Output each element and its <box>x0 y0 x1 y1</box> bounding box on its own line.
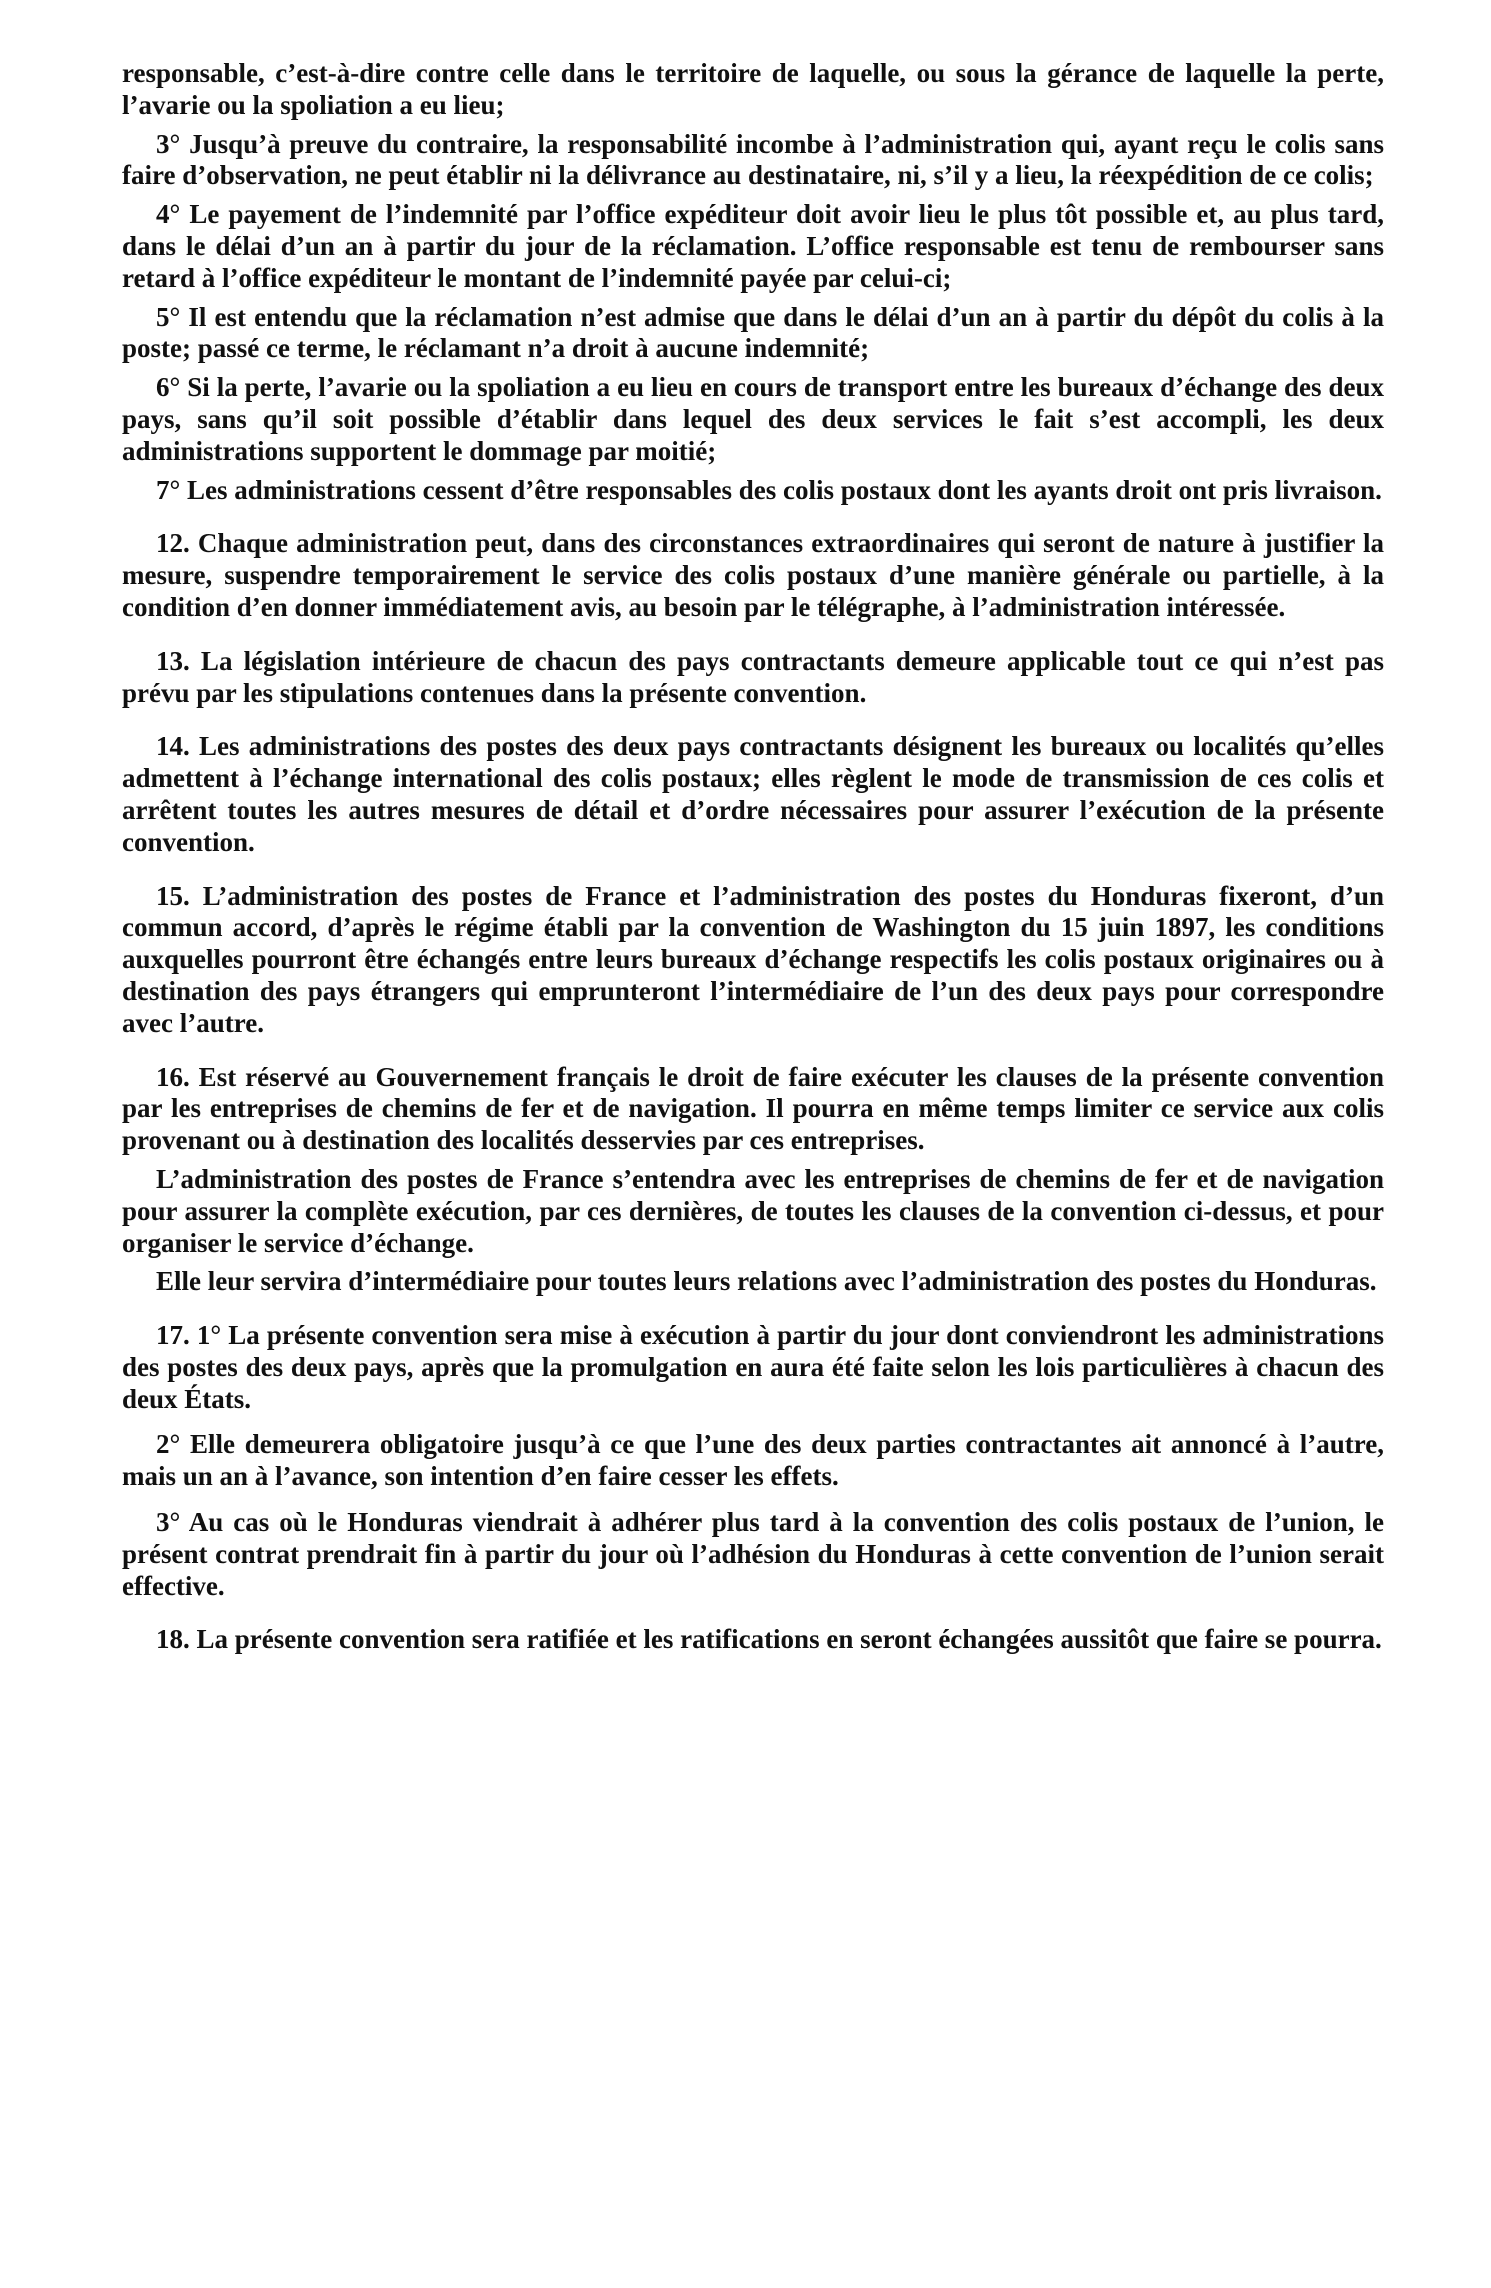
article-15: 15. L’administration des postes de France et l’administration des postes du Honduras fixeront, d’un commun accord, d’après le régime établi par la convention de Washington du 15 juin 1897, les conditions auxquelles pourront être échangés entre leurs bureaux d’échange respectifs les colis postaux originaires ou à destination des pays étrangers qui emprunteront l’intermédiaire de l’un des deux pays pour correspondre avec l’autre. <box>122 880 1384 1038</box>
article-17-item-3: 3° Au cas où le Honduras viendrait à adhérer plus tard à la convention des colis postaux de l’union, le présent contrat prendrait fin à partir du jour où l’adhésion du Honduras à cette convention de l’union serait effective. <box>122 1507 1384 1601</box>
article-18: 18. La présente convention sera ratifiée et les ratifications en seront échangées aussitôt que faire se pourra. <box>156 1624 1382 1655</box>
paragraph-item-6: 6° Si la perte, l’avarie ou la spoliation a eu lieu en cours de transport entre les bureaux d’échange des deux pays, sans qu’il soit possible d’établir dans lequel des deux services le fait s’est accompli, les deux administrations supportent le dommage par moitié; <box>122 372 1384 466</box>
article-12: 12. Chaque administration peut, dans des circonstances extraordinaires qui seront de nature à justifier la mesure, suspendre temporairement le service des colis postaux d’une manière générale ou partielle, à la condition d’en donner immédiatement avis, au besoin par le télégraphe, à l’administration intéressée. <box>122 528 1384 622</box>
article-14: 14. Les administrations des postes des deux pays contractants désignent les bureaux ou localités qu’elles admettent à l’échange international des colis postaux; elles règlent le mode de transmission de ces colis et arrêtent toutes les autres mesures de détail et d’ordre nécessaires pour assurer l’exécution de la présente convention. <box>122 731 1384 857</box>
paragraph-item-5: 5° Il est entendu que la réclamation n’est admise que dans le délai d’un an à partir du dépôt du colis à la poste; passé ce terme, le réclamant n’a droit à aucune indemnité; <box>122 301 1384 364</box>
article-16-paragraph-3: Elle leur servira d’intermédiaire pour toutes leurs relations avec l’administration des postes du Honduras. <box>156 1266 1377 1297</box>
article-16-paragraph-2: L’administration des postes de France s’entendra avec les entreprises de chemins de fer et de navigation pour assurer la complète exécution, par ces dernières, de toutes les clauses de la convention ci-dessus, et pour organiser le service d’échange. <box>122 1163 1384 1258</box>
article-16: 16. Est réservé au Gouvernement français le droit de faire exécuter les clauses de la présente convention par les entreprises de chemins de fer et de navigation. Il pourra en même temps limiter ce service aux colis provenant ou à destination des localités desservies par ces entreprises. <box>122 1061 1384 1156</box>
article-17-item-1: 17. 1° La présente convention sera mise à exécution à partir du jour dont conviendront les administrations des postes des deux pays, après que la promulgation en aura été faite selon les lois particulières à chacun des deux États. <box>122 1320 1384 1414</box>
article-17-item-2: 2° Elle demeurera obligatoire jusqu’à ce que l’une des deux parties contractantes ait annoncé à l’autre, mais un an à l’avance, son intention d’en faire cesser les effets. <box>122 1429 1384 1492</box>
article-13: 13. La législation intérieure de chacun des pays contractants demeure applicable tout ce qui n’est pas prévu par les stipulations contenues dans la présente convention. <box>122 645 1384 708</box>
paragraph-item-3: 3° Jusqu’à preuve du contraire, la responsabilité incombe à l’administration qui, ayant reçu le colis sans faire d’observation, ne peut établir ni la délivrance au destinataire, ni, s’il y a lieu, la réexpédition de ce colis; <box>122 128 1384 191</box>
document-page <box>122 58 1384 1656</box>
paragraph-item-7: 7° Les administrations cessent d’être responsables des colis postaux dont les ayants droit ont pris livraison. <box>156 474 1382 505</box>
paragraph-item-4: 4° Le payement de l’indemnité par l’office expéditeur doit avoir lieu le plus tôt possible et, au plus tard, dans le délai d’un an à partir du jour de la réclamation. L’office responsable est tenu de rembourser sans retard à l’office expéditeur le montant de l’indemnité payée par celui-ci; <box>122 199 1384 293</box>
paragraph-responsable: responsable, c’est-à-dire contre celle dans le territoire de laquelle, ou sous la gérance de laquelle la perte, l’avarie ou la spoliation a eu lieu; <box>122 58 1384 120</box>
